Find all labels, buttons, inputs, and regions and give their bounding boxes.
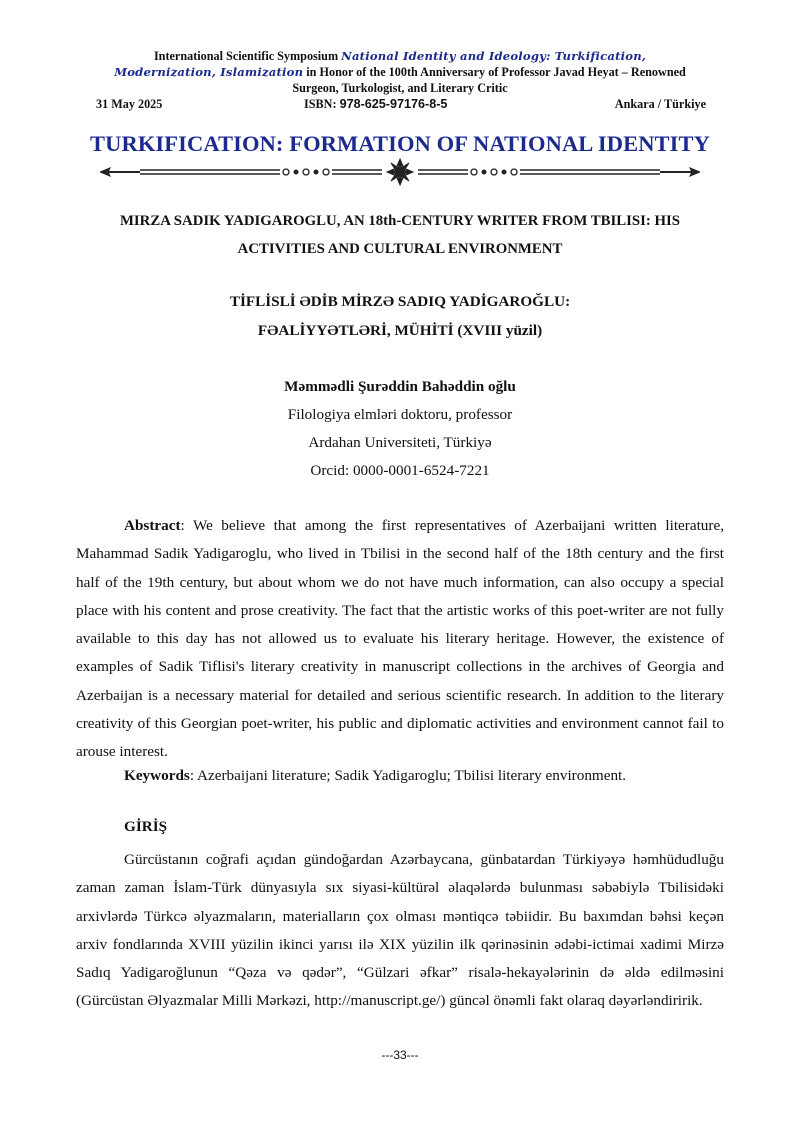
symposium-isbn (304, 97, 447, 112)
abstract-section (76, 512, 724, 767)
symposium-place: Ankara / Türkiye (614, 97, 706, 111)
symposium-header-line2 (76, 64, 724, 80)
author-degree: Filologiya elmləri doktoru, professor (287, 406, 513, 423)
symposium-prefix: International Scientific Symposium (153, 49, 342, 63)
page-number: ---33--- (381, 1048, 419, 1062)
symposium-header-line1 (76, 48, 724, 64)
author-orcid: Orcid: 0000-0001-6524-7221 (310, 462, 490, 479)
intro-section (76, 846, 724, 1016)
author-block (76, 373, 724, 485)
symposium-header-line3: Surgeon, Turkologist, and Literary Critic (292, 81, 508, 95)
isbn-number: 978-625-97176-8-5 (339, 97, 448, 111)
paper-title-azerbaijani-line2: FƏALİYYƏTLƏRİ, MÜHİTİ (XVIII yüzil) (257, 322, 543, 339)
paper-title-azerbaijani-line1: TİFLİSLİ ƏDİB MİRZƏ SADIQ YADİGAROĞLU: (229, 293, 571, 310)
section-banner-title: TURKIFICATION: FORMATION OF NATIONAL IDENTITY (90, 131, 710, 156)
author-name: Məmmədli Şurəddin Bahəddin oğlu (284, 378, 516, 395)
paper-title-azerbaijani (76, 287, 724, 345)
symposium-honor-text: in Honor of the 100th Anniversary of Professor Javad Heyat – Renowned (303, 65, 686, 79)
intro-paragraph: Gürcüstanın coğrafi açıdan gündoğardan Azərbaycana, günbatardan Türkiyəyə həmhüdudluğu zaman zaman İslam-Türk dünyasıyla sıx siyasi-kültürəl əlaqələrdə bulunması səbəbiylə Tbilisidəki arxivlərdə Türkcə əlyazmaların, materialların çox olması məntiqcə təbiidir. Bu baxımdan bəhsi keçən arxiv fondlarında XVIII yüzilin ikinci yarısı ilə XIX yüzilin ilk qərinəsinin ədəbi-ictimai xadimi Mirzə Sadıq Yadigaroğlunun “Qəza və qədər”, “Gülzari əfkar” risalə-hekayələrinin də əldə edilməsini (Gürcüstan Əlyazmalar Milli Mərkəzi, http://manuscript.ge/) güncəl önəmli fakt olaraq dəyərləndiririk. (76, 851, 724, 1010)
keywords-section (76, 762, 724, 790)
keywords-label: Keywords (124, 767, 190, 784)
abstract-label: Abstract (124, 517, 181, 534)
author-affiliation: Ardahan Universiteti, Türkiyə (308, 434, 492, 451)
intro-heading: GİRİŞ (124, 818, 168, 835)
paper-title-english-line2: ACTIVITIES AND CULTURAL ENVIRONMENT (237, 241, 563, 257)
paper-title-english-line1: MIRZA SADIK YADIGAROGLU, AN 18th-CENTURY WRITER FROM TBILISI: HIS (119, 213, 681, 229)
symposium-meta-row (96, 97, 706, 113)
paper-title-english (76, 207, 724, 263)
symposium-theme-script: National Identity and Ideology: Turkification, (341, 49, 647, 63)
keywords-text: : Azerbaijani literature; Sadik Yadigaroglu; Tbilisi literary environment. (189, 767, 627, 784)
decorative-divider-ornament (100, 156, 700, 188)
symposium-date: 31 May 2025 (96, 97, 163, 111)
abstract-paragraph (76, 512, 724, 767)
abstract-text: : We believe that among the first representatives of Azerbaijani written literature, Mahammad Sadik Yadigaroglu, who lived in Tbilisi in the second half of the 18th century and the first half of the 19th century, but about whom we do not have much information, can also occupy a special place with his content and prose creativity. The fact that the artistic works of this poet-writer are not fully available to this day has not allowed us to evaluate his literary heritage. However, the existence of examples of Sadik Tiflisi's literary creativity in manuscript collections in the archives of Georgia and Azerbaijan is a necessary material for detailed and serious scientific research. In addition to the literary creativity of this Georgian poet-writer, his public and diplomatic activities and environment cannot fail to arouse interest. (76, 517, 724, 761)
keywords-paragraph (76, 762, 724, 790)
symposium-theme-script-2: Modernization, Islamization (114, 65, 304, 79)
isbn-label: ISBN: (304, 97, 340, 111)
